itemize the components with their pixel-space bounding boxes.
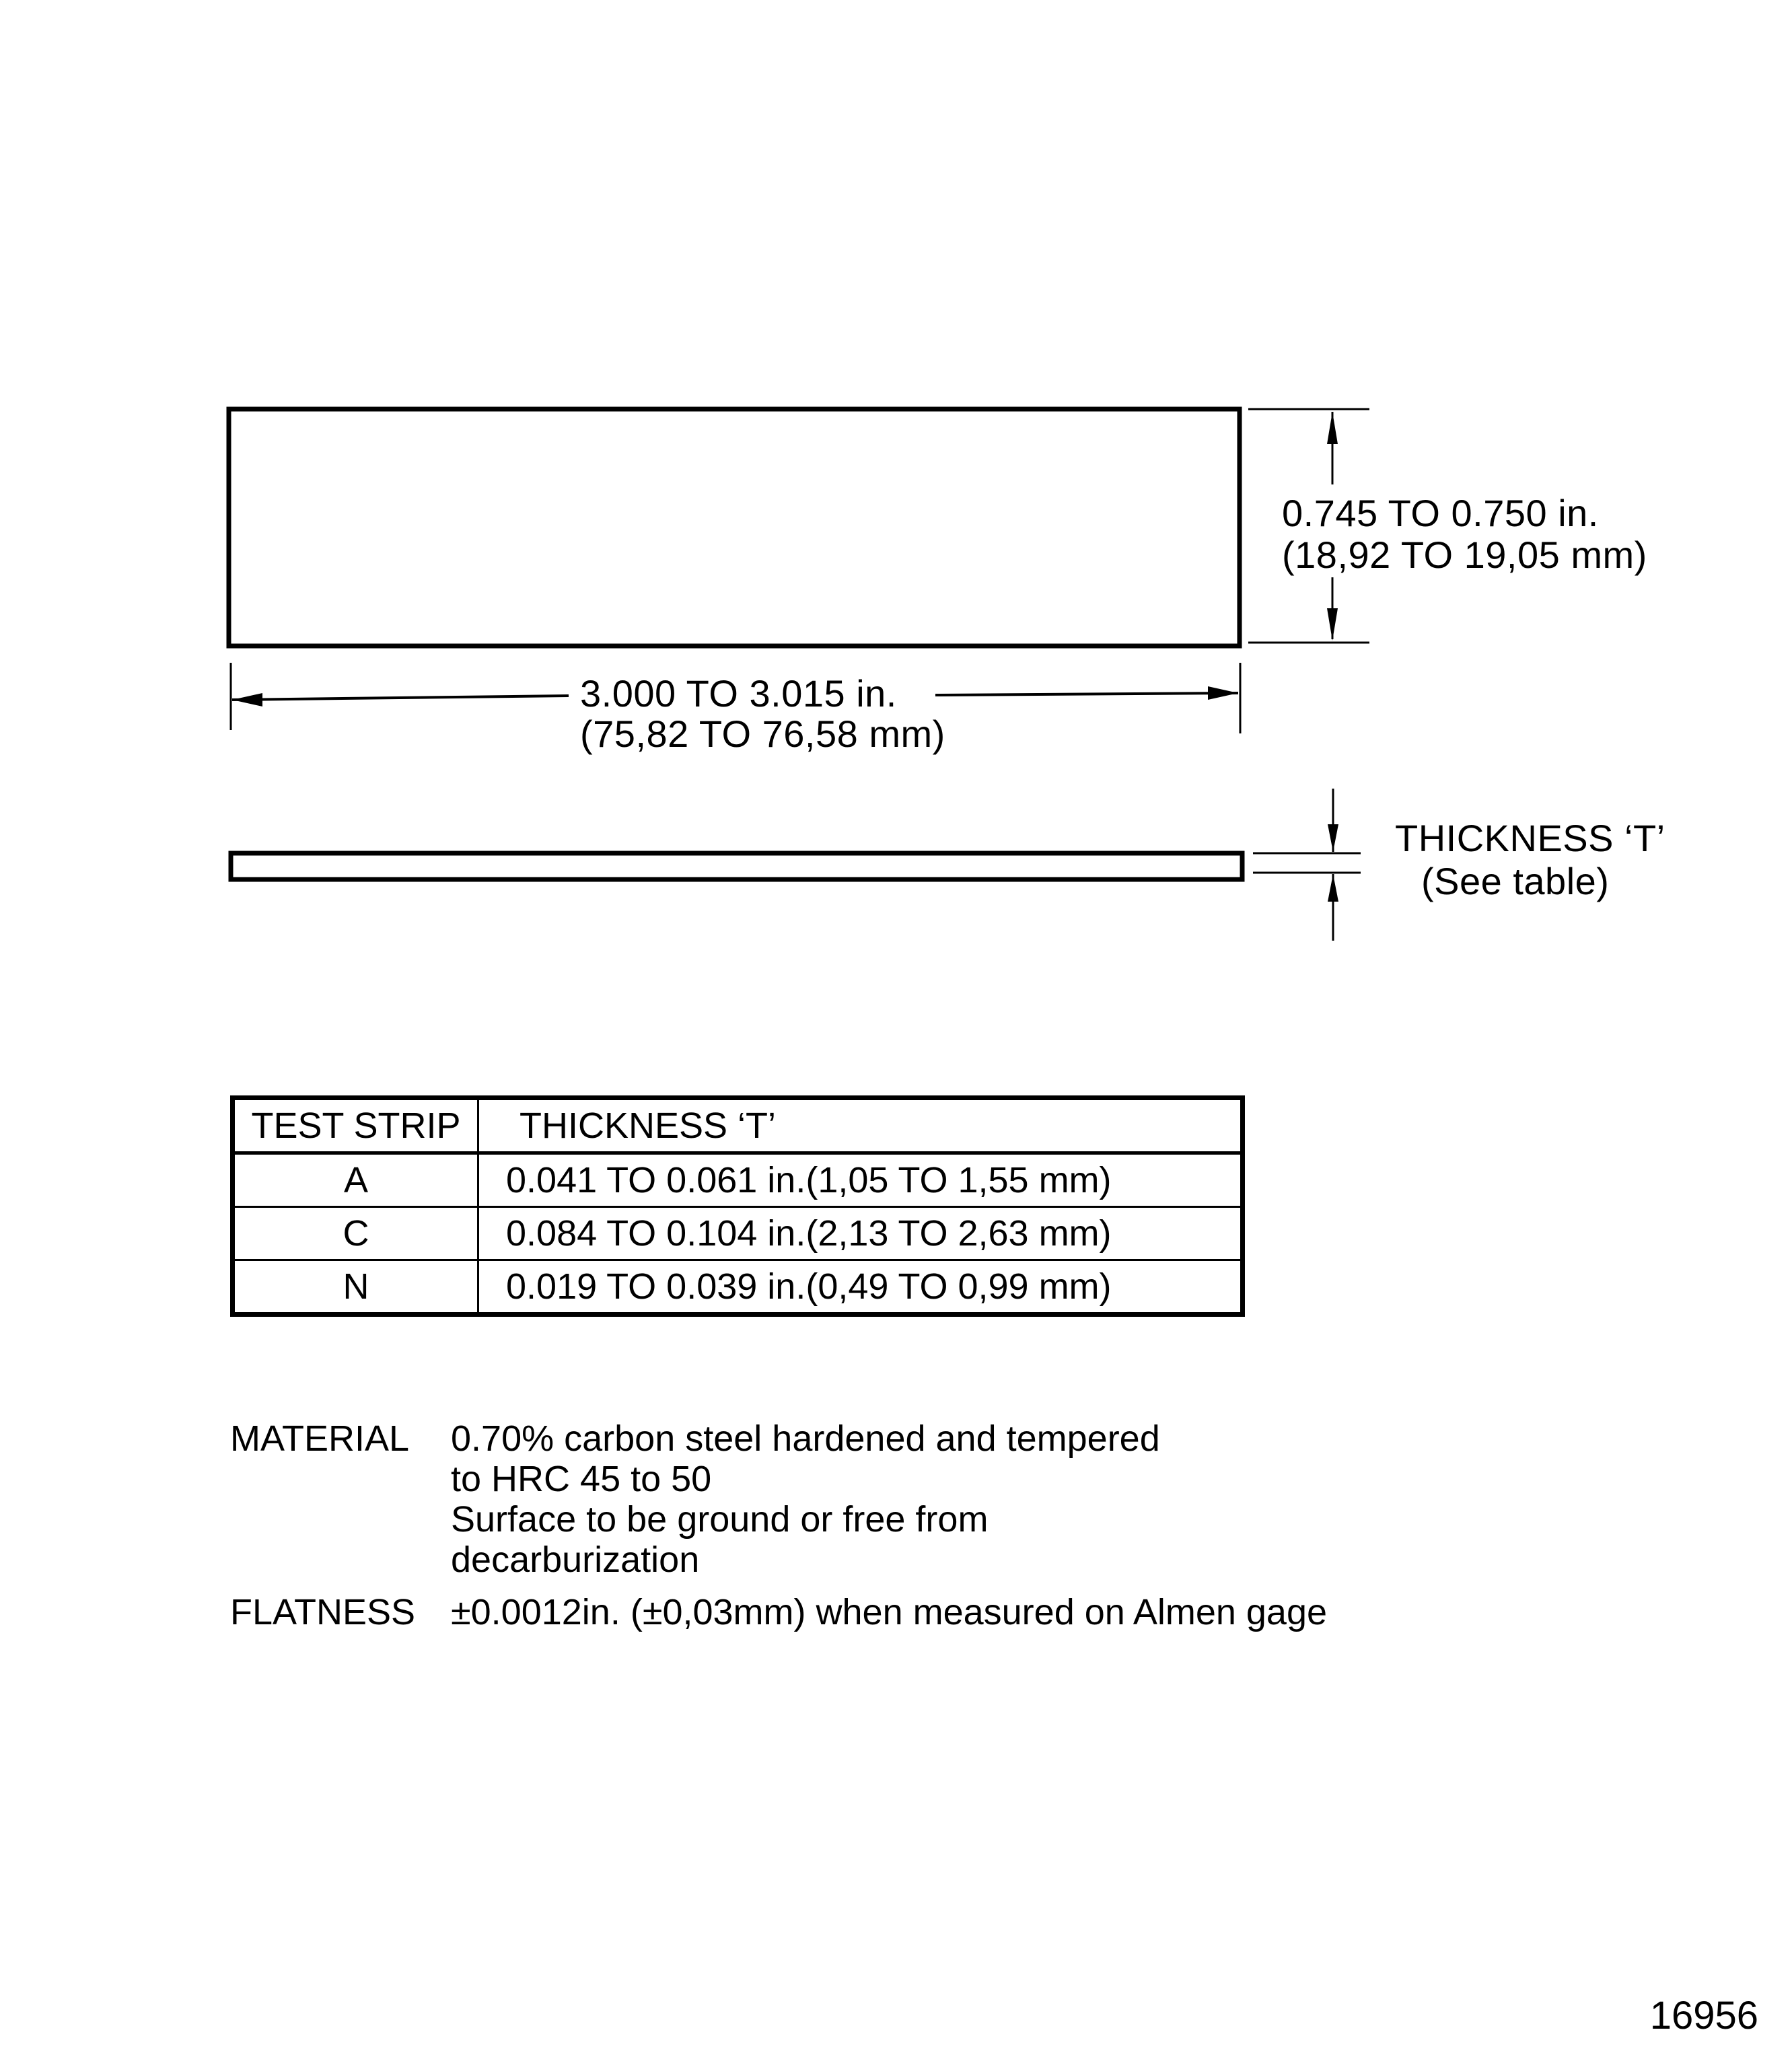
header-test-strip: TEST STRIP (233, 1098, 478, 1153)
material-note (230, 1418, 1327, 1580)
material-label: MATERIAL (230, 1418, 410, 1459)
thickness-table (230, 1095, 1245, 1317)
thickness-cell: 0.019 TO 0.039 in.(0,49 TO 0,99 mm) (478, 1260, 1243, 1315)
arrow-down-icon (1328, 824, 1338, 852)
length-dim-metric: (75,82 TO 76,58 mm) (580, 713, 945, 755)
flatness-text: ±0.0012in. (±0,03mm) when measured on Almen gage (451, 1592, 1328, 1632)
arrow-up-icon (1327, 412, 1338, 444)
table-header-row (233, 1098, 1243, 1153)
material-line: 0.70% carbon steel hardened and tempered (451, 1418, 1160, 1459)
material-line: Surface to be ground or free from (451, 1499, 989, 1540)
thickness-label: THICKNESS ‘T’ (1395, 817, 1665, 859)
strip-side-view (231, 853, 1242, 879)
thickness-cell: 0.041 TO 0.061 in.(1,05 TO 1,55 mm) (478, 1153, 1243, 1207)
arrow-left-icon (232, 693, 262, 707)
figure-number: 16956 (1649, 1994, 1758, 2037)
strip-cell: A (233, 1153, 478, 1207)
strip-top-view (229, 409, 1240, 646)
flatness-note (230, 1592, 1327, 1632)
length-dim-line-right (935, 693, 1238, 695)
flatness-label: FLATNESS (230, 1592, 416, 1632)
strip-cell: C (233, 1207, 478, 1260)
material-line: decarburization (451, 1540, 700, 1580)
thickness-cell: 0.084 TO 0.104 in.(2,13 TO 2,63 mm) (478, 1207, 1243, 1260)
arrow-down-icon (1327, 608, 1338, 641)
table-row (233, 1153, 1243, 1207)
height-dim-metric: (18,92 TO 19,05 mm) (1282, 534, 1647, 576)
arrow-up-icon (1328, 874, 1338, 902)
table-row (233, 1207, 1243, 1260)
height-dim-imperial: 0.745 TO 0.750 in. (1282, 492, 1599, 534)
table-row (233, 1260, 1243, 1315)
spec-notes (230, 1418, 1327, 1644)
length-dim-line-left (232, 696, 569, 700)
flatness-value (451, 1592, 1327, 1632)
length-dim-imperial: 3.000 TO 3.015 in. (580, 672, 897, 715)
material-value (451, 1418, 1160, 1580)
header-thickness: THICKNESS ‘T’ (478, 1098, 1243, 1153)
strip-cell: N (233, 1260, 478, 1315)
arrow-right-icon (1208, 686, 1238, 700)
thickness-note: (See table) (1421, 860, 1610, 902)
material-line: to HRC 45 to 50 (451, 1459, 712, 1499)
